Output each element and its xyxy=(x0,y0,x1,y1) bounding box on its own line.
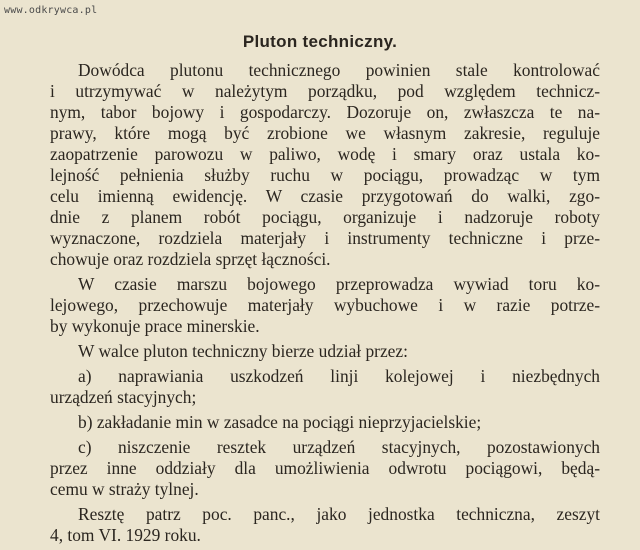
text-line: nym, tabor bojowy i gospodarczy. Dozoruje on, zwłaszcza te na- xyxy=(50,102,600,122)
list-item-c xyxy=(50,437,600,500)
list-item-b xyxy=(50,412,600,433)
text-line: b) zakładanie min w zasadce na pociągi nieprzyjacielskie; xyxy=(78,412,482,432)
text-line: Resztę patrz poc. panc., jako jednostka techniczna, zeszyt xyxy=(78,504,600,524)
text-line: 4, tom VI. 1929 roku. xyxy=(50,525,201,545)
section-title: Pluton techniczny. xyxy=(242,32,398,51)
text-line: Dowódca plutonu technicznego powinien stale kontrolować xyxy=(78,60,600,80)
text-line: by wykonuje prace minerskie. xyxy=(50,316,260,336)
text-line: zaopatrzenie parowozu w paliwo, wodę i smary oraz ustala ko- xyxy=(50,144,600,164)
text-line: lejność pełnienia służby ruchu w pociągu, prowadząc w tym xyxy=(50,165,600,185)
text-line: przez inne oddziały dla umożliwienia odwrotu pociągowi, będą- xyxy=(50,458,600,478)
text-line: lejowego, przechowuje materjały wybuchowe i w razie potrze- xyxy=(50,295,600,315)
text-line: wyznaczone, rozdziela materjały i instrumenty techniczne i prze- xyxy=(50,228,600,248)
watermark-text: www.odkrywca.pl xyxy=(4,5,98,16)
text-line: celu imienną ewidencję. W czasie przygotowań do walki, zgo- xyxy=(50,186,600,206)
paragraph-2 xyxy=(50,274,600,337)
text-line: cemu w straży tylnej. xyxy=(50,479,199,499)
document-body xyxy=(50,60,600,550)
paragraph-closing xyxy=(50,504,600,546)
paragraph-1 xyxy=(50,60,600,270)
list-item-a xyxy=(50,366,600,408)
text-line: c) niszczenie resztek urządzeń stacyjnych, pozostawionych xyxy=(78,437,600,457)
paragraph-3 xyxy=(50,341,600,362)
text-line: W walce pluton techniczny bierze udział przez: xyxy=(78,341,408,361)
text-line: i utrzymywać w należytym porządku, pod względem technicz- xyxy=(50,81,600,101)
text-line: chowuje oraz rozdziela sprzęt łączności. xyxy=(50,249,331,269)
text-line: prawy, które mogą być zrobione we własnym zakresie, reguluje xyxy=(50,123,600,143)
text-line: urządzeń stacyjnych; xyxy=(50,387,197,407)
text-line: dnie z planem robót pociągu, organizuje i nadzoruje roboty xyxy=(50,207,600,227)
text-line: a) naprawiania uszkodzeń linji kolejowej i niezbędnych xyxy=(78,366,600,386)
text-line: W czasie marszu bojowego przeprowadza wywiad toru ko- xyxy=(78,274,600,294)
